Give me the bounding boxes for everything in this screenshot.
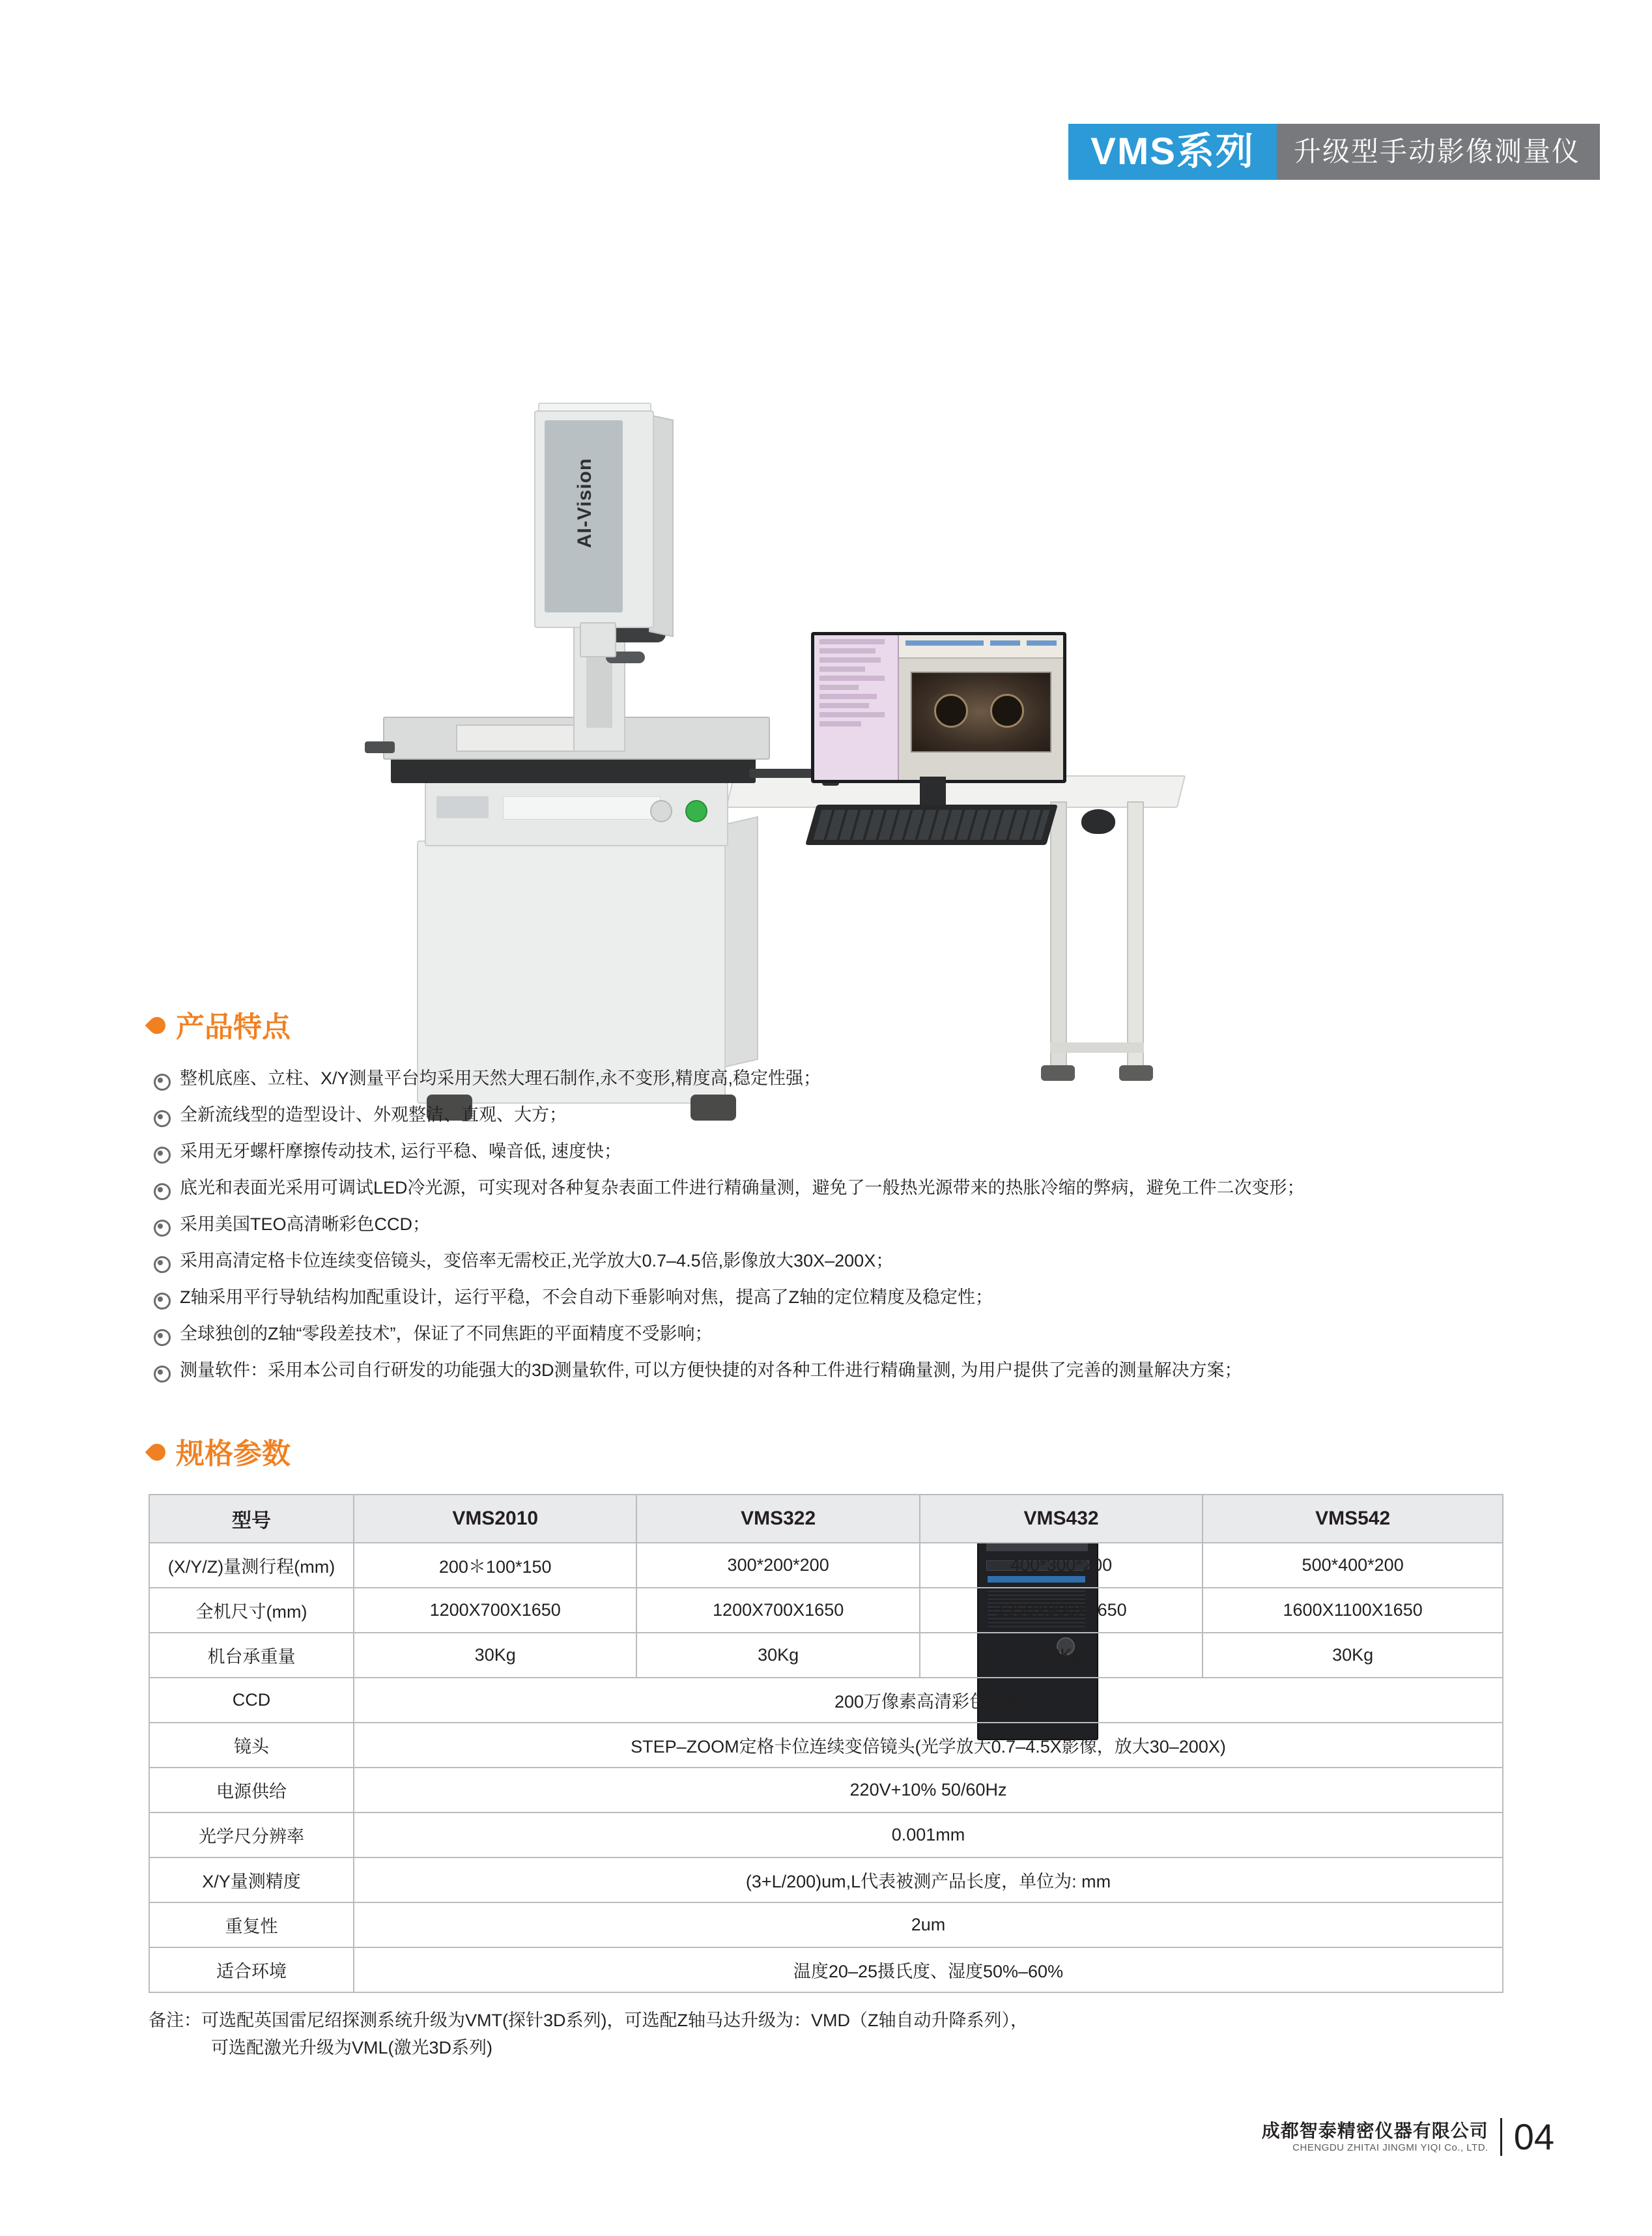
list-item bbox=[154, 1244, 1652, 1281]
feature-text: Z轴采用平行导轨结构加配重设计，运行平稳，不会自动下垂影响对焦，提高了Z轴的定位精度及稳定性； bbox=[180, 1287, 993, 1307]
panel-row bbox=[819, 685, 859, 690]
row-cell: 30Kg bbox=[1203, 1633, 1503, 1678]
row-cell: 2um bbox=[354, 1902, 1503, 1947]
toolbar-field bbox=[1027, 640, 1057, 646]
software-toolbar bbox=[899, 635, 1063, 659]
column-header: VMS322 bbox=[636, 1495, 919, 1543]
base-logo-plate bbox=[436, 796, 489, 818]
header-series-label: VMS系列 bbox=[1068, 124, 1277, 180]
row-cell: 30Kg bbox=[636, 1633, 919, 1678]
toolbar-field bbox=[905, 640, 984, 646]
row-cell: 400*300*200 bbox=[920, 1543, 1203, 1588]
row-label: CCD bbox=[149, 1678, 354, 1723]
list-item bbox=[154, 1208, 1652, 1244]
spec-heading bbox=[149, 1430, 1652, 1472]
machine-control-base bbox=[425, 782, 728, 846]
footer bbox=[1262, 2115, 1554, 2158]
list-item bbox=[154, 1317, 1652, 1354]
row-label: 机台承重量 bbox=[149, 1633, 354, 1678]
feature-text: 全新流线型的造型设计、外观整洁、直观、大方； bbox=[180, 1105, 567, 1125]
product-photo bbox=[0, 195, 1652, 977]
panel-row bbox=[819, 657, 881, 663]
bullet-icon bbox=[154, 1256, 171, 1273]
column-header: VMS2010 bbox=[354, 1495, 636, 1543]
monitor bbox=[811, 632, 1066, 783]
row-cell: 1200X700X1650 bbox=[354, 1588, 636, 1633]
footer-company-en: CHENGDU ZHITAI JINGMI YIQI Co., LTD. bbox=[1292, 2142, 1488, 2153]
row-cell: 1200X700X1650 bbox=[636, 1588, 919, 1633]
table-row bbox=[149, 1588, 1503, 1633]
row-label: 适合环境 bbox=[149, 1947, 354, 1992]
spec-note-line-1: 备注：可选配英国雷尼绍探测系统升级为VMT(探针3D系列)，可选配Z轴马达升级为：VMD（Z轴自动升降系列）， bbox=[149, 2011, 1028, 2030]
feature-text: 全球独创的Z轴“零段差技术”，保证了不同焦距的平面精度不受影响； bbox=[180, 1324, 713, 1343]
table-row bbox=[149, 1543, 1503, 1588]
feature-text: 采用高清定格卡位连续变倍镜头，变倍率无需校正,光学放大0.7–4.5倍,影像放大30X–200X； bbox=[180, 1251, 894, 1270]
row-cell: 温度20–25摄氏度、湿度50%–60% bbox=[354, 1947, 1503, 1992]
row-label: (X/Y/Z)量测行程(mm) bbox=[149, 1543, 354, 1588]
table-row bbox=[149, 1813, 1503, 1857]
table-row bbox=[149, 1902, 1503, 1947]
table-row bbox=[149, 1857, 1503, 1902]
feature-text: 测量软件：采用本公司自行研发的功能强大的3D测量软件, 可以方便快捷的对各种工件进行精确量测, 为用户提供了完善的测量解决方案； bbox=[180, 1360, 1242, 1380]
row-cell: 500*400*200 bbox=[1203, 1543, 1503, 1588]
header-banner bbox=[1068, 124, 1600, 180]
row-cell: STEP–ZOOM定格卡位连续变倍镜头(光学放大0.7–4.5X影像，放大30–200X) bbox=[354, 1723, 1503, 1768]
panel-row bbox=[819, 639, 885, 644]
column-header: VMS432 bbox=[920, 1495, 1203, 1543]
panel-row bbox=[819, 666, 865, 672]
row-cell: (3+L/200)um,L代表被测产品长度，单位为: mm bbox=[354, 1857, 1503, 1902]
row-cell: 1600X1100X1650 bbox=[1203, 1588, 1503, 1633]
row-label: 光学尺分辨率 bbox=[149, 1813, 354, 1857]
spec-note bbox=[149, 2007, 1652, 2062]
bullet-icon bbox=[154, 1147, 171, 1164]
column-header: VMS542 bbox=[1203, 1495, 1503, 1543]
spec-heading-label: 规格参数 bbox=[176, 1438, 291, 1470]
table-row bbox=[149, 1633, 1503, 1678]
table-row bbox=[149, 1678, 1503, 1723]
base-label-panel bbox=[503, 796, 661, 820]
keyboard bbox=[805, 805, 1058, 845]
list-item bbox=[154, 1062, 1652, 1098]
software-left-panel bbox=[814, 635, 899, 780]
panel-row bbox=[819, 703, 869, 708]
row-cell: 300*200*200 bbox=[636, 1543, 919, 1588]
row-cell: 220V+10% 50/60Hz bbox=[354, 1768, 1503, 1813]
feature-text: 采用美国TEO高清晰彩色CCD； bbox=[180, 1214, 430, 1234]
row-label: X/Y量测精度 bbox=[149, 1857, 354, 1902]
spec-note-line-2: 可选配激光升级为VML(激光3D系列) bbox=[211, 2037, 493, 2057]
row-cell: 200万像素高清彩色相机 bbox=[354, 1678, 1503, 1723]
features-heading bbox=[149, 1003, 1652, 1045]
panel-row bbox=[819, 721, 861, 726]
bullet-icon bbox=[154, 1329, 171, 1346]
specimen-hole bbox=[934, 694, 968, 728]
panel-row bbox=[819, 648, 876, 653]
list-item bbox=[154, 1171, 1652, 1208]
panel-row bbox=[819, 712, 885, 717]
optical-head-face bbox=[545, 420, 623, 612]
feature-text: 采用无牙螺杆摩擦传动技术, 运行平稳、噪音低, 速度快； bbox=[180, 1141, 622, 1161]
base-power-knob-icon bbox=[685, 800, 707, 822]
zoom-lens-tube bbox=[580, 622, 616, 657]
list-item bbox=[154, 1354, 1652, 1390]
row-cell: 30Kg bbox=[354, 1633, 636, 1678]
mouse bbox=[1081, 809, 1115, 834]
machine-brand-label: AI-Vision bbox=[574, 457, 595, 549]
row-cell: 30Kg bbox=[920, 1633, 1203, 1678]
row-cell: 200＊100*150 bbox=[354, 1543, 636, 1588]
feature-text: 整机底座、立柱、X/Y测量平台均采用天然大理石制作,永不变形,精度高,稳定性强； bbox=[180, 1068, 821, 1088]
panel-row bbox=[819, 676, 885, 681]
page-number: 04 bbox=[1513, 2116, 1554, 2157]
features-section bbox=[0, 1003, 1652, 1390]
row-label: 镜头 bbox=[149, 1723, 354, 1768]
footer-company-cn: 成都智泰精密仪器有限公司 bbox=[1261, 2120, 1488, 2141]
droplet-icon bbox=[149, 1013, 165, 1035]
specimen-hole bbox=[990, 694, 1024, 728]
stage-glass-plate bbox=[456, 724, 582, 752]
bullet-icon bbox=[154, 1366, 171, 1383]
list-item bbox=[154, 1281, 1652, 1317]
feature-text: 底光和表面光采用可调试LED冷光源，可实现对各种复杂表面工件进行精确量测，避免了一般热光源带来的热胀冷缩的弊病，避免工件二次变形； bbox=[180, 1178, 1305, 1197]
row-cell: 0.001mm bbox=[354, 1813, 1503, 1857]
column-header: 型号 bbox=[149, 1495, 354, 1543]
measurement-image bbox=[911, 672, 1051, 752]
row-label: 电源供给 bbox=[149, 1768, 354, 1813]
features-list bbox=[154, 1062, 1652, 1390]
header-subtitle-label: 升级型手动影像测量仪 bbox=[1277, 124, 1600, 180]
footer-divider bbox=[1500, 2118, 1502, 2156]
spec-table bbox=[149, 1494, 1503, 1993]
row-label: 重复性 bbox=[149, 1902, 354, 1947]
bullet-icon bbox=[154, 1183, 171, 1200]
list-item bbox=[154, 1135, 1652, 1171]
table-row bbox=[149, 1947, 1503, 1992]
bullet-icon bbox=[154, 1293, 171, 1310]
stage-handle-left bbox=[365, 741, 395, 753]
spec-table-wrapper bbox=[149, 1494, 1503, 1993]
features-heading-label: 产品特点 bbox=[176, 1011, 291, 1043]
bullet-icon bbox=[154, 1110, 171, 1127]
table-row bbox=[149, 1723, 1503, 1768]
bullet-icon bbox=[154, 1220, 171, 1237]
spec-section bbox=[0, 1430, 1652, 2062]
panel-row bbox=[819, 694, 877, 699]
bullet-icon bbox=[154, 1074, 171, 1091]
footer-company bbox=[1262, 2119, 1488, 2155]
keyboard-keys bbox=[813, 810, 1049, 840]
table-header-row bbox=[149, 1495, 1503, 1543]
droplet-icon bbox=[149, 1440, 165, 1462]
row-cell: 1350X900X1650 bbox=[920, 1588, 1203, 1633]
software-main-view bbox=[899, 635, 1063, 780]
row-label: 全机尺寸(mm) bbox=[149, 1588, 354, 1633]
table-row bbox=[149, 1768, 1503, 1813]
list-item bbox=[154, 1098, 1652, 1135]
toolbar-field bbox=[990, 640, 1020, 646]
base-knob-gray-icon bbox=[650, 800, 672, 822]
